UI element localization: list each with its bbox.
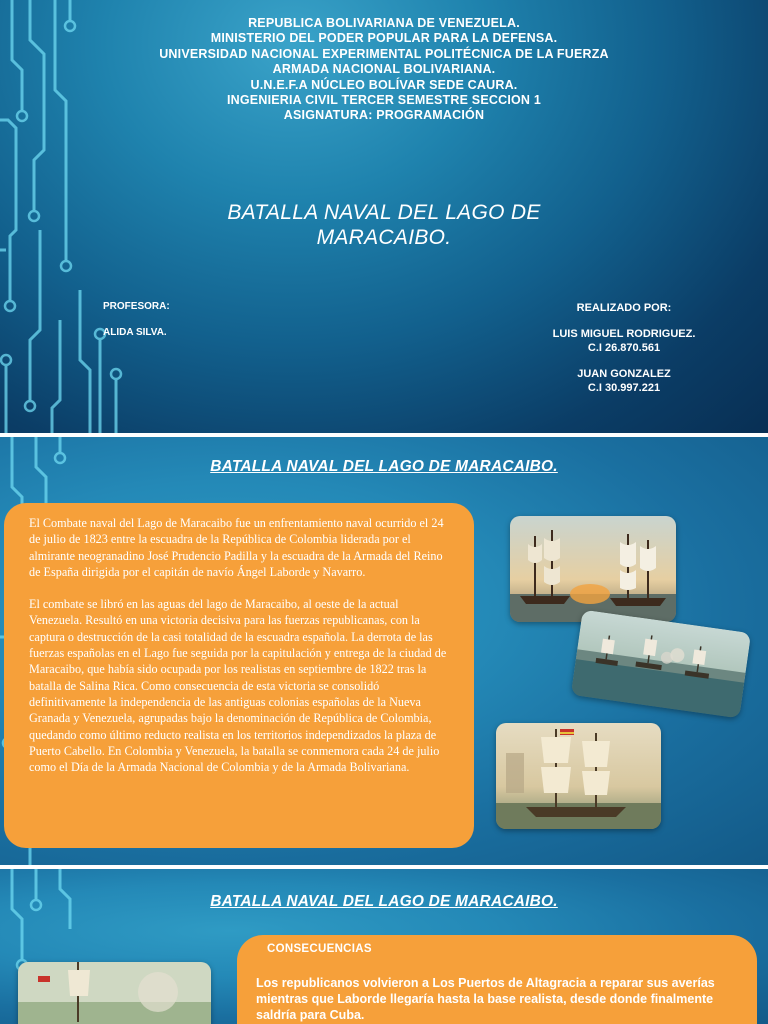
battle-scene-image [18,962,211,1024]
profesora-name: ALIDA SILVA. [103,327,167,338]
slide-title: BATALLA NAVAL DEL LAGO DE MARACAIBO. [210,458,558,475]
authors-block [500,301,748,395]
paragraph: El Combate naval del Lago de Maracaibo fue un enfrentamiento naval ocurrido el 24 de julio de 1823 entre la escuadra de la República de Colombia liderada por el almirante neogranadino José Prudencio Padilla y la escuadra de la Armada del Reino de España dirigida por el capitán de navío Ángel Laborde y Navarro. [29,516,444,579]
author-id: C.I 26.870.561 [587,342,661,354]
paragraph: El combate se libró en las aguas del lago de Maracaibo, al oeste de la actual Venezuela. Resultó en una victoria decisiva para las fuerzas republicanas, con la captura o destrucción de la casi totalidad de la escuadra española. La derrota de las fuerzas españolas en el Lago fue seguida por la capitulación y entrega de la ciudad de Maracaibo, que había sido ocupada por los realistas en septiembre de 1822 tras la batalla de Salina Rica. Como consecuencia de esta victoria se consolidó definitivamente la independencia de las antiguas colonias españolas de la Nueva Granada y Venezuela, agrupadas bajo la denominación de República de Colombia, quedando como último reducto realista en los territorios independizados la plaza de Puerto Cabello. En Colombia y Venezuela, la batalla se conmemora cada 24 de julio como el Día de la Armada Nacional de Colombia y de la Armada Bolivariana. [29,597,447,775]
institution-header [0,16,768,124]
header-line: REPUBLICA BOLIVARIANA DE VENEZUELA. [248,16,520,30]
realizado-label: REALIZADO POR: [576,302,672,314]
title-slide [0,0,768,433]
header-line: U.N.E.F.A NÚCLEO BOLÍVAR SEDE CAURA. [250,77,518,92]
presentation-title [150,200,618,250]
consecuencias-label: CONSECUENCIAS [267,943,372,955]
info-box [4,503,474,848]
sailing-ship-painting-image [496,723,661,829]
consequences-box [237,935,757,1024]
header-line: ARMADA NACIONAL BOLIVARIANA. [272,62,496,77]
author-id: C.I 30.997.221 [587,382,661,394]
battle-painting-image [510,516,676,622]
consequences-slide [0,869,768,1024]
header-line: MINISTERIO DEL PODER POPULAR PARA LA DEFENSA. [210,31,558,46]
consecuencias-text: Los republicanos volvieron a Los Puertos de Altagracia a reparar sus averías mientras que Laborde llegaría hasta la base realista, desde donde finalmente saldría para Cuba. [256,976,715,1022]
author-name: LUIS MIGUEL RODRIGUEZ. [552,328,696,340]
title-line: BATALLA NAVAL DEL LAGO DE [227,201,541,224]
slide-title: BATALLA NAVAL DEL LAGO DE MARACAIBO. [210,893,558,910]
profesora-label: PROFESORA: [103,301,170,312]
header-line: INGENIERIA CIVIL TERCER SEMESTRE SECCION 1 [226,93,541,108]
header-line: UNIVERSIDAD NACIONAL EXPERIMENTAL POLITÉCNICA DE LA FUERZA [159,46,609,61]
content-slide [0,437,768,865]
author-name: JUAN GONZALEZ [577,368,671,380]
title-line: MARACAIBO. [316,226,452,249]
header-line: ASIGNATURA: PROGRAMACIÓN [283,108,485,123]
